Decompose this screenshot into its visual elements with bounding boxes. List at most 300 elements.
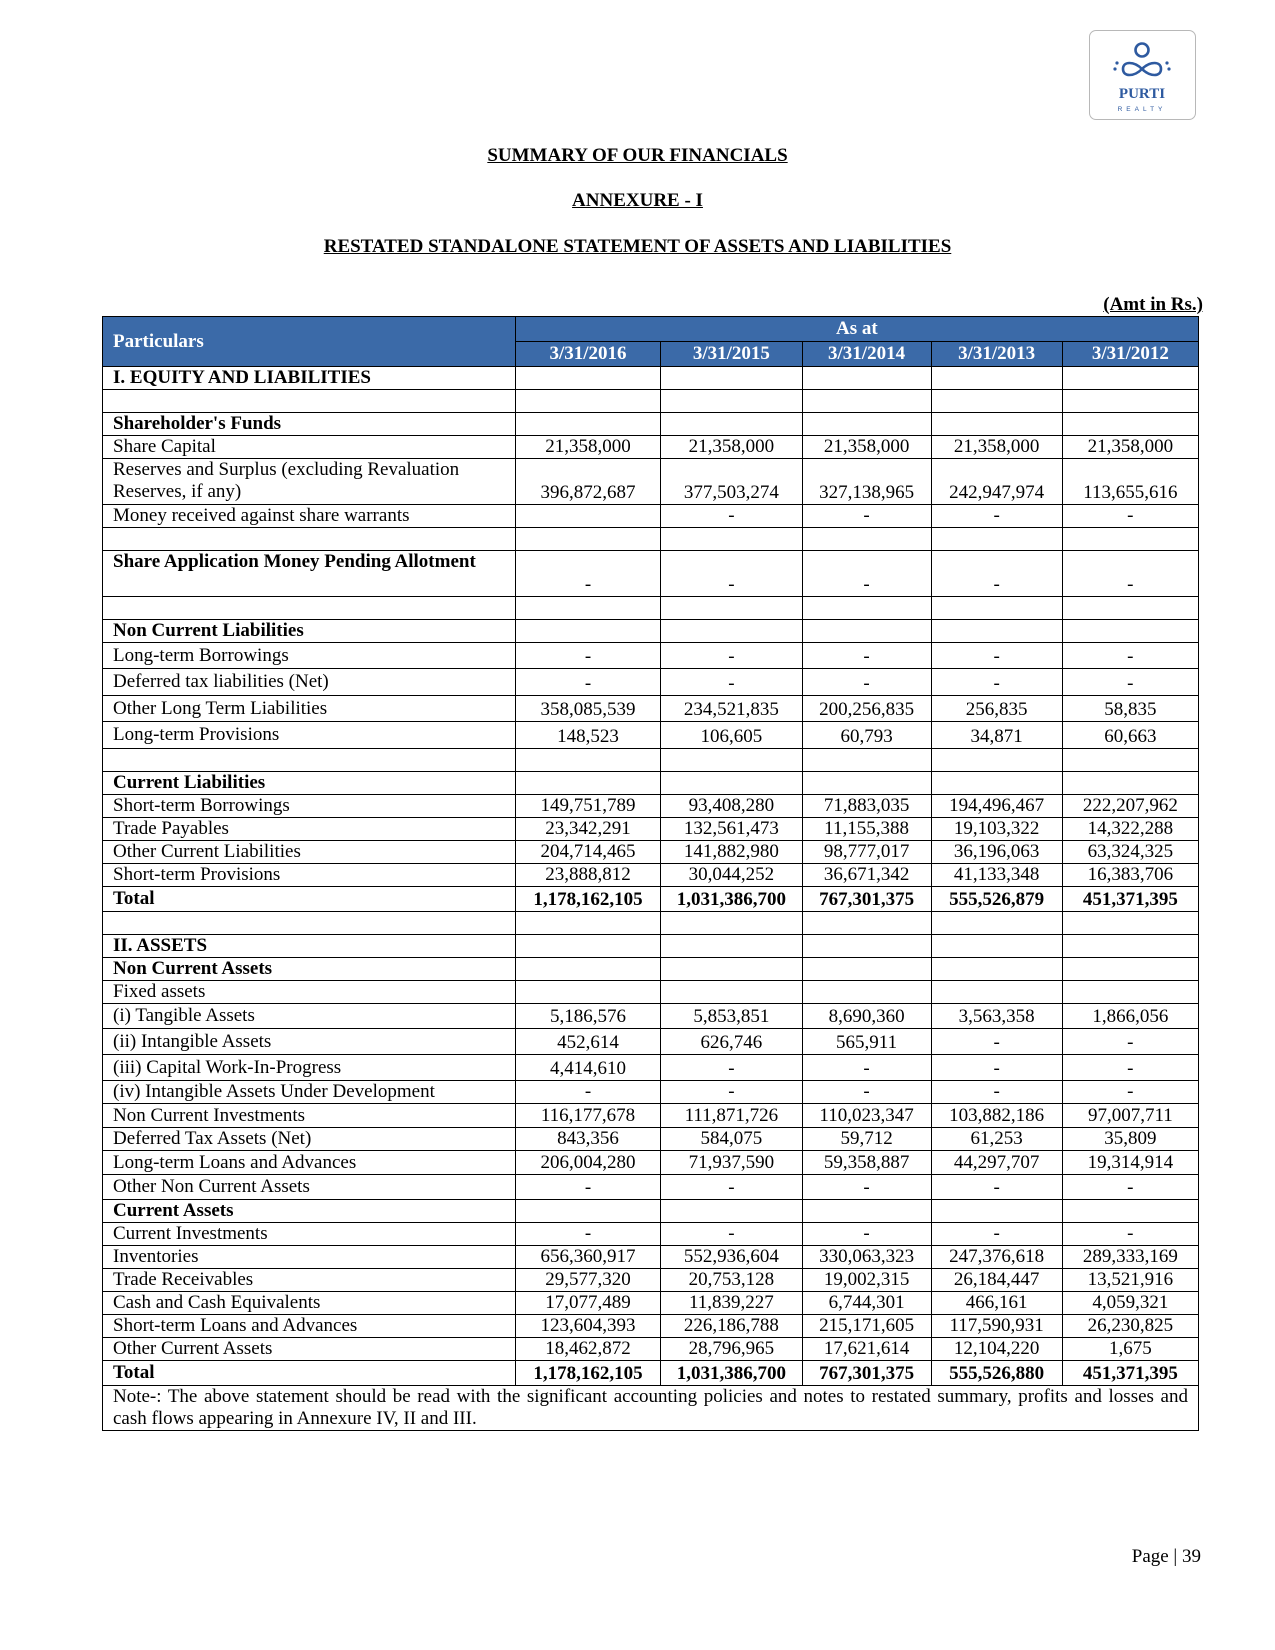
value-cell <box>1062 528 1198 551</box>
value-cell: 555,526,879 <box>931 887 1062 912</box>
value-cell: - <box>1062 643 1198 669</box>
value-cell: 1,178,162,105 <box>515 887 660 912</box>
value-cell: 4,414,610 <box>515 1055 660 1081</box>
value-cell: - <box>931 551 1062 597</box>
value-cell: 21,358,000 <box>515 436 660 459</box>
value-cell: 103,882,186 <box>931 1104 1062 1128</box>
value-cell <box>802 390 931 413</box>
table-body <box>103 367 1199 1386</box>
value-cell: 59,712 <box>802 1128 931 1151</box>
table-row <box>103 818 1199 841</box>
value-cell <box>661 958 802 981</box>
financial-table <box>102 316 1199 1431</box>
value-cell: 106,605 <box>661 722 802 749</box>
date-header: 3/31/2016 <box>515 342 660 367</box>
value-cell: 117,590,931 <box>931 1315 1062 1338</box>
table-header <box>103 317 1199 367</box>
value-cell: - <box>802 643 931 669</box>
row-label: Share Application Money Pending Allotment <box>103 551 516 597</box>
value-cell: - <box>931 505 1062 528</box>
row-label: Share Capital <box>103 436 516 459</box>
value-cell <box>802 912 931 935</box>
value-cell: - <box>931 1081 1062 1104</box>
value-cell: - <box>661 1175 802 1200</box>
value-cell: - <box>802 505 931 528</box>
value-cell: - <box>661 643 802 669</box>
value-cell <box>802 528 931 551</box>
value-cell: 23,342,291 <box>515 818 660 841</box>
table-row <box>103 1223 1199 1246</box>
value-cell: 452,614 <box>515 1029 660 1055</box>
table-row <box>103 864 1199 887</box>
table-row <box>103 981 1199 1004</box>
value-cell: 565,911 <box>802 1029 931 1055</box>
value-cell: - <box>661 1223 802 1246</box>
value-cell: 5,186,576 <box>515 1004 660 1029</box>
row-label: Other Non Current Assets <box>103 1175 516 1200</box>
spacer-row <box>103 390 1199 413</box>
section-header-row <box>103 620 1199 643</box>
value-cell: 234,521,835 <box>661 696 802 722</box>
value-cell: - <box>931 1175 1062 1200</box>
value-cell: 8,690,360 <box>802 1004 931 1029</box>
value-cell <box>515 749 660 772</box>
value-cell <box>1062 935 1198 958</box>
value-cell: - <box>515 551 660 597</box>
row-label: Money received against share warrants <box>103 505 516 528</box>
row-label: Non Current Liabilities <box>103 620 516 643</box>
row-label: Long-term Borrowings <box>103 643 516 669</box>
section-header-row <box>103 958 1199 981</box>
value-cell: 358,085,539 <box>515 696 660 722</box>
value-cell: 247,376,618 <box>931 1246 1062 1269</box>
row-label <box>103 749 516 772</box>
row-label: Non Current Investments <box>103 1104 516 1128</box>
table-row <box>103 1081 1199 1104</box>
value-cell <box>802 1200 931 1223</box>
row-label: (iii) Capital Work-In-Progress <box>103 1055 516 1081</box>
section-header-row <box>103 367 1199 390</box>
row-label: Long-term Provisions <box>103 722 516 749</box>
value-cell <box>661 935 802 958</box>
value-cell: 116,177,678 <box>515 1104 660 1128</box>
date-header: 3/31/2014 <box>802 342 931 367</box>
value-cell: - <box>661 505 802 528</box>
row-label: (i) Tangible Assets <box>103 1004 516 1029</box>
value-cell: 11,839,227 <box>661 1292 802 1315</box>
value-cell: 63,324,325 <box>1062 841 1198 864</box>
value-cell: 584,075 <box>661 1128 802 1151</box>
company-logo <box>1089 30 1196 120</box>
value-cell <box>1062 912 1198 935</box>
value-cell <box>515 1200 660 1223</box>
value-cell: 21,358,000 <box>931 436 1062 459</box>
value-cell: - <box>1062 669 1198 696</box>
value-cell <box>802 620 931 643</box>
row-label: Inventories <box>103 1246 516 1269</box>
value-cell: 16,383,706 <box>1062 864 1198 887</box>
value-cell <box>661 413 802 436</box>
value-cell: 59,358,887 <box>802 1151 931 1175</box>
value-cell: 19,103,322 <box>931 818 1062 841</box>
table-row <box>103 1004 1199 1029</box>
value-cell: 44,297,707 <box>931 1151 1062 1175</box>
value-cell <box>515 958 660 981</box>
value-cell: - <box>1062 1081 1198 1104</box>
table-row <box>103 841 1199 864</box>
value-cell: - <box>931 1223 1062 1246</box>
table-row <box>103 1175 1199 1200</box>
value-cell: 466,161 <box>931 1292 1062 1315</box>
value-cell <box>1062 413 1198 436</box>
row-label: Short-term Provisions <box>103 864 516 887</box>
value-cell <box>931 1200 1062 1223</box>
section-header-row <box>103 551 1199 597</box>
row-label: Short-term Loans and Advances <box>103 1315 516 1338</box>
spacer-row <box>103 528 1199 551</box>
row-label <box>103 390 516 413</box>
value-cell: 3,563,358 <box>931 1004 1062 1029</box>
value-cell: 194,496,467 <box>931 795 1062 818</box>
value-cell: - <box>515 1081 660 1104</box>
value-cell: 34,871 <box>931 722 1062 749</box>
value-cell <box>802 772 931 795</box>
value-cell: 111,871,726 <box>661 1104 802 1128</box>
row-label <box>103 597 516 620</box>
table-row <box>103 1151 1199 1175</box>
value-cell <box>515 367 660 390</box>
value-cell: 200,256,835 <box>802 696 931 722</box>
annexure-heading: ANNEXURE - I <box>572 190 703 211</box>
value-cell <box>931 597 1062 620</box>
value-cell: 1,031,386,700 <box>661 887 802 912</box>
value-cell <box>1062 597 1198 620</box>
value-cell: 377,503,274 <box>661 459 802 505</box>
value-cell <box>661 1200 802 1223</box>
statement-heading: RESTATED STANDALONE STATEMENT OF ASSETS AND LIABILITIES <box>323 236 952 257</box>
particulars-header: Particulars <box>103 317 516 367</box>
row-label: Short-term Borrowings <box>103 795 516 818</box>
value-cell <box>931 981 1062 1004</box>
value-cell <box>1062 1200 1198 1223</box>
value-cell: 555,526,880 <box>931 1361 1062 1386</box>
value-cell: 110,023,347 <box>802 1104 931 1128</box>
value-cell: - <box>931 1055 1062 1081</box>
value-cell <box>1062 981 1198 1004</box>
value-cell: 141,882,980 <box>661 841 802 864</box>
row-label: Shareholder's Funds <box>103 413 516 436</box>
value-cell: - <box>802 1081 931 1104</box>
value-cell <box>661 981 802 1004</box>
value-cell <box>515 390 660 413</box>
value-cell: - <box>515 1175 660 1200</box>
value-cell: 289,333,169 <box>1062 1246 1198 1269</box>
value-cell <box>931 958 1062 981</box>
value-cell <box>515 505 660 528</box>
value-cell: 98,777,017 <box>802 841 931 864</box>
value-cell: - <box>802 1223 931 1246</box>
value-cell: 97,007,711 <box>1062 1104 1198 1128</box>
value-cell <box>931 772 1062 795</box>
value-cell <box>802 981 931 1004</box>
row-label: Total <box>103 887 516 912</box>
value-cell: 396,872,687 <box>515 459 660 505</box>
value-cell: 29,577,320 <box>515 1269 660 1292</box>
amount-unit: (Amt in Rs.) <box>1103 294 1203 315</box>
value-cell: 552,936,604 <box>661 1246 802 1269</box>
value-cell <box>661 772 802 795</box>
section-header-row <box>103 772 1199 795</box>
value-cell: 1,866,056 <box>1062 1004 1198 1029</box>
section-header-row <box>103 1200 1199 1223</box>
value-cell: 35,809 <box>1062 1128 1198 1151</box>
value-cell: - <box>931 643 1062 669</box>
value-cell: 215,171,605 <box>802 1315 931 1338</box>
value-cell: 148,523 <box>515 722 660 749</box>
value-cell <box>802 367 931 390</box>
value-cell: 113,655,616 <box>1062 459 1198 505</box>
value-cell: - <box>802 551 931 597</box>
row-label: Cash and Cash Equivalents <box>103 1292 516 1315</box>
value-cell <box>515 935 660 958</box>
value-cell <box>931 912 1062 935</box>
value-cell <box>661 620 802 643</box>
value-cell: - <box>661 1081 802 1104</box>
value-cell <box>515 597 660 620</box>
summary-heading: SUMMARY OF OUR FINANCIALS <box>487 145 788 166</box>
value-cell: 132,561,473 <box>661 818 802 841</box>
value-cell: 767,301,375 <box>802 887 931 912</box>
value-cell: 18,462,872 <box>515 1338 660 1361</box>
value-cell <box>802 597 931 620</box>
value-cell <box>515 528 660 551</box>
value-cell: 451,371,395 <box>1062 1361 1198 1386</box>
row-label: Current Assets <box>103 1200 516 1223</box>
value-cell: 6,744,301 <box>802 1292 931 1315</box>
value-cell: 11,155,388 <box>802 818 931 841</box>
value-cell: 58,835 <box>1062 696 1198 722</box>
value-cell <box>931 749 1062 772</box>
value-cell: 17,077,489 <box>515 1292 660 1315</box>
value-cell: 60,663 <box>1062 722 1198 749</box>
value-cell: 256,835 <box>931 696 1062 722</box>
value-cell: 36,196,063 <box>931 841 1062 864</box>
value-cell <box>661 749 802 772</box>
value-cell: 93,408,280 <box>661 795 802 818</box>
date-header: 3/31/2015 <box>661 342 802 367</box>
value-cell: 14,322,288 <box>1062 818 1198 841</box>
value-cell: 451,371,395 <box>1062 887 1198 912</box>
value-cell: - <box>931 1029 1062 1055</box>
table-row <box>103 436 1199 459</box>
value-cell: 123,604,393 <box>515 1315 660 1338</box>
date-header: 3/31/2013 <box>931 342 1062 367</box>
row-label: Deferred Tax Assets (Net) <box>103 1128 516 1151</box>
value-cell <box>1062 390 1198 413</box>
value-cell: - <box>515 643 660 669</box>
section-header-row <box>103 413 1199 436</box>
table-row <box>103 696 1199 722</box>
value-cell: - <box>1062 1029 1198 1055</box>
value-cell: - <box>515 1223 660 1246</box>
value-cell: - <box>661 669 802 696</box>
value-cell: 226,186,788 <box>661 1315 802 1338</box>
table-row <box>103 1338 1199 1361</box>
value-cell <box>931 390 1062 413</box>
table-row <box>103 1104 1199 1128</box>
row-label: Reserves and Surplus (excluding Revaluation Reserves, if any) <box>103 459 516 505</box>
table-row <box>103 1128 1199 1151</box>
value-cell: 1,031,386,700 <box>661 1361 802 1386</box>
value-cell: 26,230,825 <box>1062 1315 1198 1338</box>
value-cell <box>515 912 660 935</box>
value-cell <box>802 935 931 958</box>
value-cell: - <box>931 669 1062 696</box>
row-label: Trade Payables <box>103 818 516 841</box>
value-cell: 1,178,162,105 <box>515 1361 660 1386</box>
row-label: (iv) Intangible Assets Under Development <box>103 1081 516 1104</box>
value-cell <box>1062 620 1198 643</box>
value-cell: 71,883,035 <box>802 795 931 818</box>
table-row <box>103 459 1199 505</box>
logo-tagline: REALTY <box>1117 106 1167 113</box>
value-cell <box>515 772 660 795</box>
value-cell <box>931 413 1062 436</box>
row-label: Total <box>103 1361 516 1386</box>
table-row <box>103 643 1199 669</box>
value-cell: 843,356 <box>515 1128 660 1151</box>
value-cell: 60,793 <box>802 722 931 749</box>
value-cell: 19,002,315 <box>802 1269 931 1292</box>
value-cell: 21,358,000 <box>802 436 931 459</box>
value-cell: 767,301,375 <box>802 1361 931 1386</box>
value-cell: 204,714,465 <box>515 841 660 864</box>
value-cell <box>515 981 660 1004</box>
value-cell: 242,947,974 <box>931 459 1062 505</box>
row-label: Current Investments <box>103 1223 516 1246</box>
value-cell: 71,937,590 <box>661 1151 802 1175</box>
value-cell: 61,253 <box>931 1128 1062 1151</box>
value-cell: 656,360,917 <box>515 1246 660 1269</box>
table-note: Note-: The above statement should be read with the significant accounting policies and notes to restated summary, profits and losses and cash flows appearing in Annexure IV, II and III. <box>103 1386 1199 1431</box>
table-row <box>103 1029 1199 1055</box>
date-header: 3/31/2012 <box>1062 342 1198 367</box>
table-row <box>103 505 1199 528</box>
row-label: Other Current Liabilities <box>103 841 516 864</box>
row-label: Fixed assets <box>103 981 516 1004</box>
table-row <box>103 1269 1199 1292</box>
value-cell: 23,888,812 <box>515 864 660 887</box>
row-label <box>103 912 516 935</box>
table-row <box>103 795 1199 818</box>
logo-name: PURTI <box>1118 86 1166 102</box>
row-label: Non Current Assets <box>103 958 516 981</box>
value-cell: 5,853,851 <box>661 1004 802 1029</box>
as-at-header: As at <box>515 317 1198 342</box>
value-cell <box>931 620 1062 643</box>
value-cell: - <box>515 669 660 696</box>
row-label: Other Current Assets <box>103 1338 516 1361</box>
value-cell: 1,675 <box>1062 1338 1198 1361</box>
value-cell <box>1062 958 1198 981</box>
value-cell: - <box>1062 1223 1198 1246</box>
table-row <box>103 1246 1199 1269</box>
value-cell: - <box>1062 551 1198 597</box>
value-cell: 17,621,614 <box>802 1338 931 1361</box>
value-cell <box>661 597 802 620</box>
section-header-row <box>103 935 1199 958</box>
value-cell <box>802 749 931 772</box>
value-cell: 30,044,252 <box>661 864 802 887</box>
row-label: (ii) Intangible Assets <box>103 1029 516 1055</box>
value-cell: 330,063,323 <box>802 1246 931 1269</box>
row-label <box>103 528 516 551</box>
row-label: Long-term Loans and Advances <box>103 1151 516 1175</box>
value-cell: 19,314,914 <box>1062 1151 1198 1175</box>
row-label: II. ASSETS <box>103 935 516 958</box>
value-cell <box>1062 367 1198 390</box>
value-cell <box>802 958 931 981</box>
value-cell: 21,358,000 <box>1062 436 1198 459</box>
value-cell: - <box>661 1055 802 1081</box>
value-cell <box>931 367 1062 390</box>
row-label: Trade Receivables <box>103 1269 516 1292</box>
value-cell: 26,184,447 <box>931 1269 1062 1292</box>
value-cell: - <box>802 669 931 696</box>
value-cell: - <box>802 1175 931 1200</box>
value-cell <box>1062 749 1198 772</box>
spacer-row <box>103 749 1199 772</box>
table-row <box>103 1292 1199 1315</box>
value-cell: - <box>661 551 802 597</box>
value-cell <box>661 390 802 413</box>
page-number: Page | 39 <box>1131 1546 1201 1567</box>
total-row <box>103 887 1199 912</box>
value-cell <box>661 528 802 551</box>
value-cell <box>1062 772 1198 795</box>
value-cell: 222,207,962 <box>1062 795 1198 818</box>
value-cell: 12,104,220 <box>931 1338 1062 1361</box>
value-cell: 327,138,965 <box>802 459 931 505</box>
value-cell <box>515 620 660 643</box>
row-label: Deferred tax liabilities (Net) <box>103 669 516 696</box>
value-cell <box>931 935 1062 958</box>
value-cell: 626,746 <box>661 1029 802 1055</box>
value-cell <box>661 912 802 935</box>
spacer-row <box>103 912 1199 935</box>
value-cell: 36,671,342 <box>802 864 931 887</box>
value-cell <box>931 528 1062 551</box>
value-cell: 206,004,280 <box>515 1151 660 1175</box>
row-label: Other Long Term Liabilities <box>103 696 516 722</box>
total-row <box>103 1361 1199 1386</box>
value-cell: 20,753,128 <box>661 1269 802 1292</box>
row-label: I. EQUITY AND LIABILITIES <box>103 367 516 390</box>
value-cell <box>802 413 931 436</box>
value-cell: 13,521,916 <box>1062 1269 1198 1292</box>
spacer-row <box>103 597 1199 620</box>
value-cell <box>661 367 802 390</box>
value-cell: - <box>802 1055 931 1081</box>
table-row <box>103 669 1199 696</box>
value-cell: - <box>1062 1175 1198 1200</box>
table-row <box>103 722 1199 749</box>
row-label: Current Liabilities <box>103 772 516 795</box>
value-cell: - <box>1062 1055 1198 1081</box>
value-cell: 149,751,789 <box>515 795 660 818</box>
value-cell <box>515 413 660 436</box>
value-cell: 4,059,321 <box>1062 1292 1198 1315</box>
